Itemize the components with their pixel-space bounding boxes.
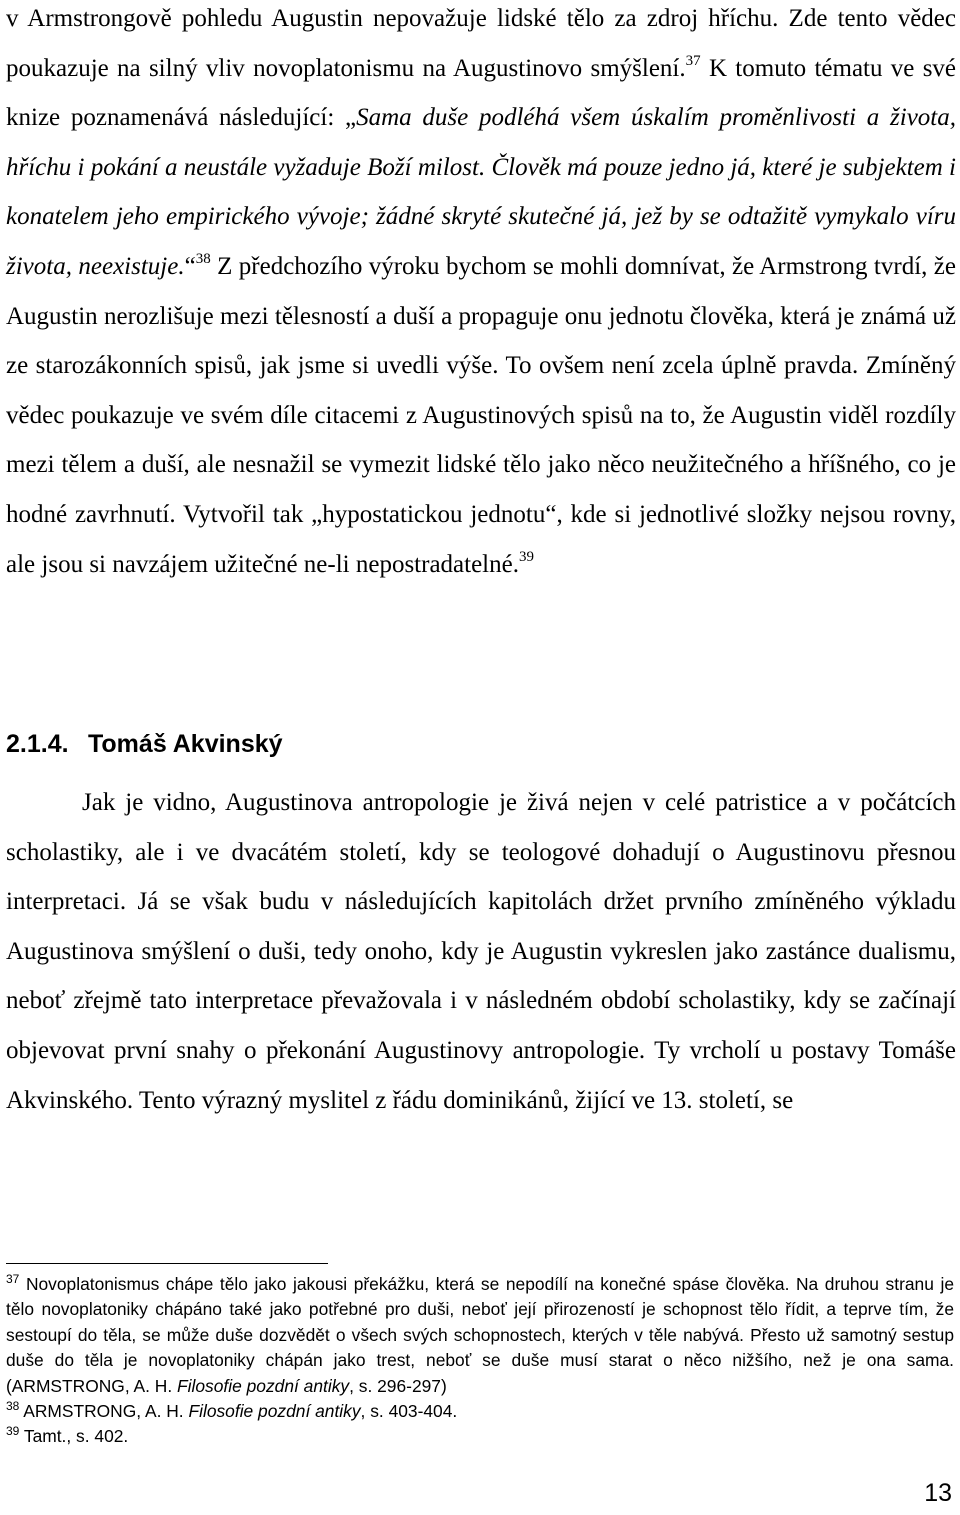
- footnote-number: 39: [6, 1424, 20, 1439]
- section-title: Tomáš Akvinský: [88, 730, 283, 758]
- page-number: 13: [924, 1479, 952, 1507]
- paragraph-akvinsky: Jak je vidno, Augustinova antropologie je živá nejen v celé patristice a v počátcích scholastiky, ale i ve dvacátém století, kdy se teologové dohadují o Augustinovu přesnou interpretaci. Já se však budu v následujících kapitolách držet prvního zmíněného výkladu Augustinova smýšlení o duši, tedy onoho, kdy je Augustin vykreslen jako zastánce dualismu, neboť zřejmě tato interpretace převažovala i v následném období scholastiky, kdy se začínají objevovat první snahy o překonání Augustinovy antropologie. Ty vrcholí u postavy Tomáše Akvinského. Tento výrazný myslitel z řádu dominikánů, žijící ve 13. století, se: [6, 789, 956, 1114]
- footnote-39: [6, 1424, 954, 1449]
- footnote-text: Novoplatonismus chápe tělo jako jakousi překážku, která se nepodílí na konečné spáse člověka. Na druhou stranu je tělo novoplatoniky chápáno také jako potřebné pro duši, neboť její přirozeností je schopnost tělo řídit, a teprve tím, že sestoupí do těla, se může duše dozvědět o všech svých schopnostech, kterých v těle nabývá. Přesto už samotný sestup duše do těla je novoplatoniky chápán jako trest, neboť se duše musí starat o něco nižšího, než je ona sama.(ARMSTRONG, A. H.: [6, 1274, 954, 1396]
- footnotes: [6, 1272, 954, 1450]
- paragraph-armstrong: [6, 0, 956, 589]
- section-heading: [6, 722, 283, 766]
- text-run: Z předchozího výroku bychom se mohli domnívat, že Armstrong tvrdí, že Augustin nerozlišuje mezi tělesností a duší a propaguje onu jednotu člověka, která je známá už ze starozákonních spisů, jak jsme si uvedli výše. To ovšem není zcela úplně pravda. Zmíněný vědec poukazuje ve svém díle citacemi z Augustinových spisů na to, že Augustin viděl rozdíly mezi tělem a duší, ale nesnažil se vymezit lidské tělo jako něco neužitečného a hříšného, co je hodné zavrhnutí. Vytvořil tak „hypostatickou jednotu“, kde si jednotlivé složky nejsou rovny, ale jsou si navzájem užitečné ne-li nepostradatelné.: [6, 252, 956, 578]
- footnote-book-title: Filosofie pozdní antiky: [177, 1375, 350, 1396]
- footnote-ref-37[interactable]: 37: [685, 52, 701, 69]
- closing-quote-mark: “: [184, 252, 196, 280]
- footnote-ref-39[interactable]: 39: [518, 548, 534, 565]
- footnote-text-tail: , s. 403-404.: [360, 1401, 458, 1422]
- footnote-text: Tamt., s. 402.: [19, 1426, 129, 1447]
- block-quote: Sama duše podléhá všem úskalím proměnlivosti a života, hříchu i pokání a neustále vyžaduje Boží milost. Člověk má pouze jedno já, které je subjektem i konatelem jeho empirického vývoje; žádné skryté skutečné já, jež by se odtažitě vymykalo víru života, neexistuje.: [6, 104, 956, 280]
- footnote-37: [6, 1272, 954, 1399]
- footnote-number: 37: [6, 1272, 20, 1286]
- section-number: 2.1.4.: [6, 730, 69, 758]
- text-run: v Armstrongově pohledu Augustin nepovažuje lidské tělo za zdroj hříchu. Zde tento vědec poukazuje na silný vliv novoplatonismu na Augustinovo smýšlení.: [6, 5, 956, 82]
- footnote-text-tail: , s. 296-297): [349, 1375, 447, 1396]
- footnote-book-title: Filosofie pozdní antiky: [188, 1401, 361, 1422]
- footnote-ref-38[interactable]: 38: [195, 250, 211, 267]
- footnote-38: [6, 1399, 954, 1424]
- text-run: K tomuto tématu ve své knize poznamenává následující: „: [6, 54, 957, 132]
- footnote-text: ARMSTRONG, A. H.: [19, 1401, 189, 1422]
- footnote-number: 38: [6, 1399, 20, 1414]
- footnote-separator: [6, 1263, 328, 1264]
